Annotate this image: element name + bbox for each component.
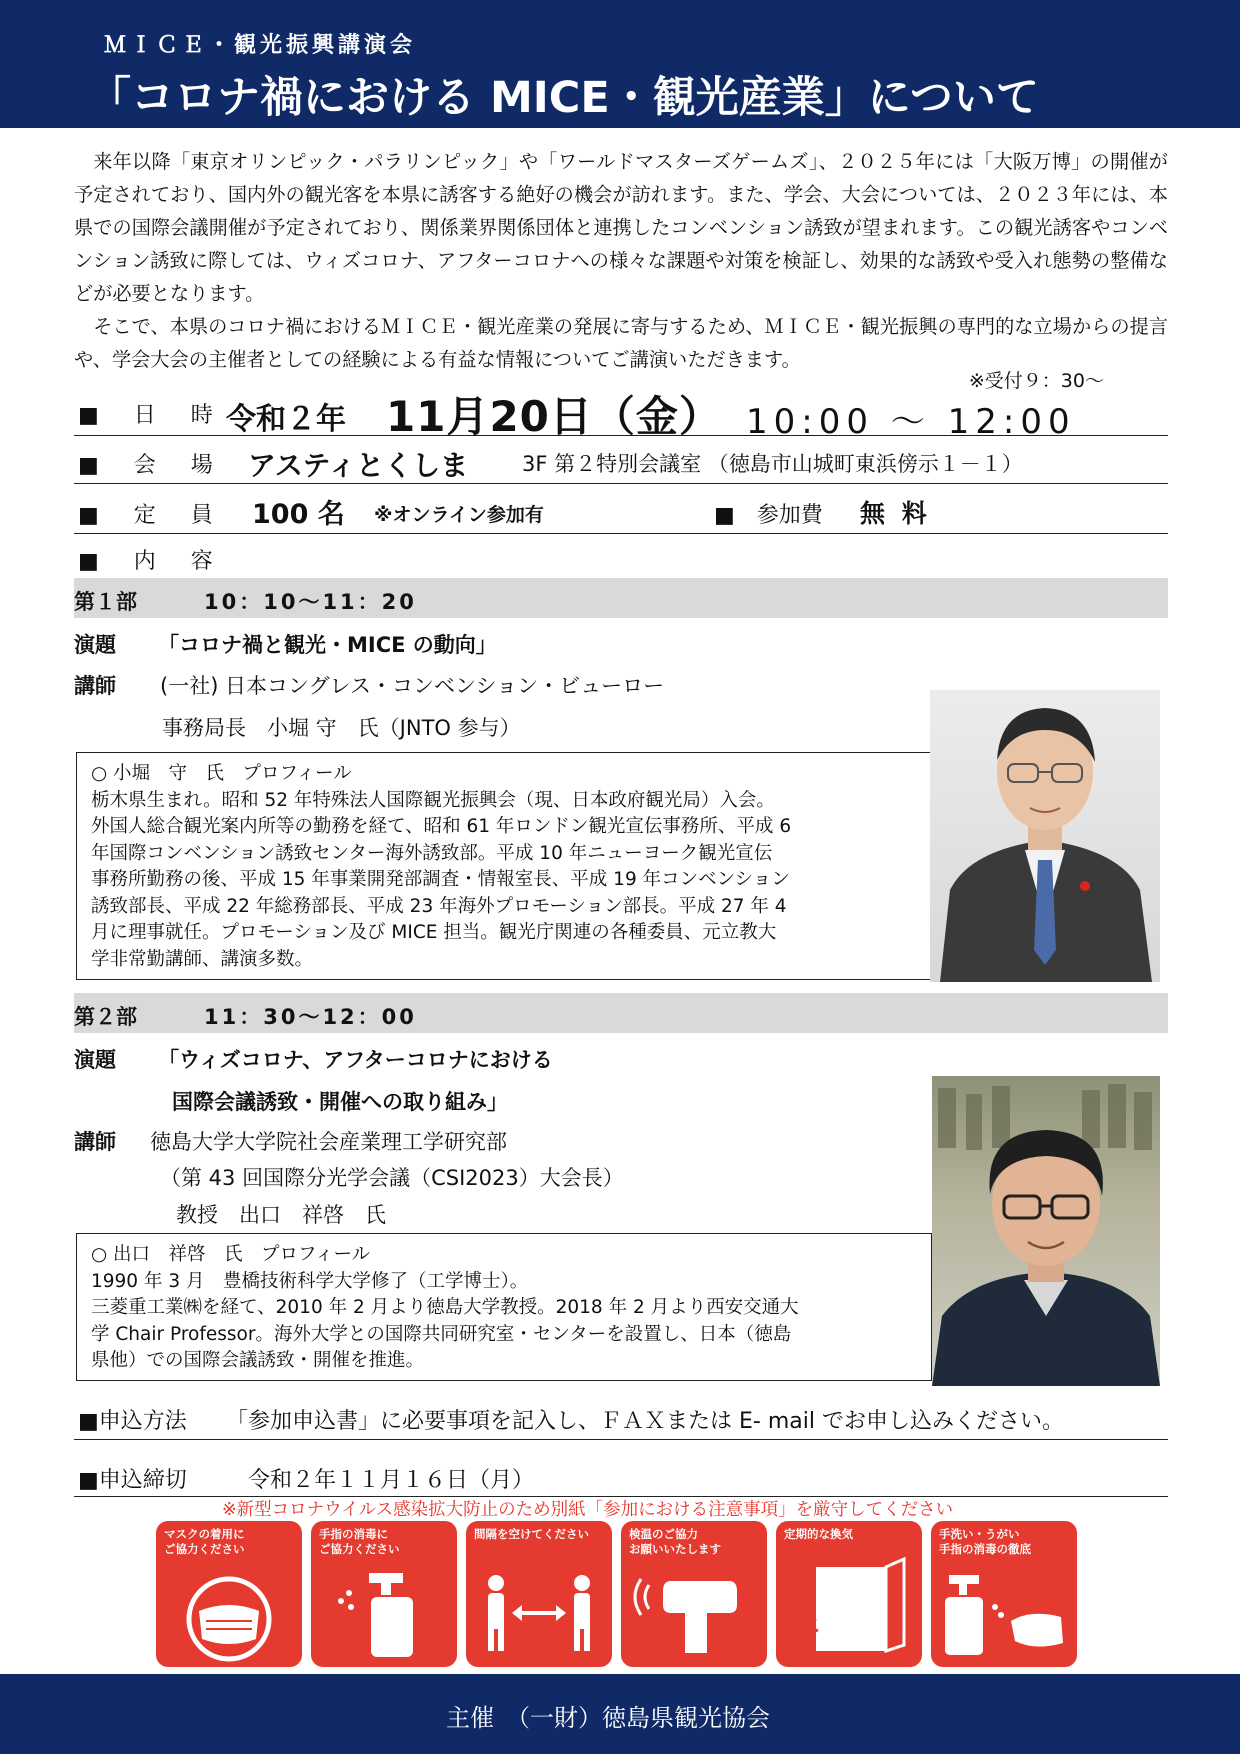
thermometer-caption: 検温のご協力 お願いいたします — [629, 1527, 721, 1556]
part1-profile-box — [76, 752, 932, 980]
organizer-text: 主催 （一財）徳島県観光協会 — [446, 1704, 770, 1732]
capacity-value: 100 名 — [252, 499, 345, 530]
intro-text — [74, 145, 1168, 376]
handwash-tile — [931, 1521, 1077, 1667]
apply-row — [74, 1396, 1168, 1440]
part2-name: 第２部 — [74, 1005, 137, 1029]
part1-profile-line: 栃木県生まれ。昭和 52 年特殊法人国際観光振興会（現、日本政府観光局）入会。 — [91, 789, 775, 811]
datetime-era: 令和２年 — [226, 402, 346, 437]
part1-profile-title: ○ 小堀 守 氏 プロフィール — [91, 763, 352, 784]
mask-caption: マスクの着用に ご協力ください — [164, 1527, 245, 1556]
part2-profile-line: 学 Chair Professor。海外大学との国際共同研究室・センターを設置し、日本（徳島 — [91, 1323, 792, 1345]
covid-note: ※新型コロナウイルス感染拡大防止のため別紙「参加における注意事項」を厳守してください — [222, 1500, 954, 1520]
speaker1-photo — [930, 690, 1160, 982]
part2-profile-title: ○ 出口 祥啓 氏 プロフィール — [91, 1244, 371, 1265]
capacity-row — [74, 486, 1168, 534]
part1-profile-line: 月に理事就任。プロモーション及び MICE 担当。観光庁関連の各種委員、元立教大 — [91, 922, 777, 943]
sanitizer-caption: 手指の消毒に ご協力ください — [319, 1527, 400, 1556]
thermometer-icon — [621, 1521, 767, 1667]
speaker2-photo — [932, 1076, 1160, 1386]
handwash-icon — [931, 1521, 1077, 1667]
part2-profile-line: 県他）での国際会議誘致・開催を推進。 — [91, 1350, 425, 1371]
event-title: 「コロナ禍における MICE・観光産業」について — [88, 73, 1039, 123]
capacity-label: ■ 定 員 — [78, 503, 227, 528]
part1-profile-line: 年国際コンベンション誘致センター海外誘致部。平成 10 年ニューヨーク観光宣伝 — [91, 842, 773, 864]
mask-tile — [156, 1521, 302, 1667]
distance-tile — [466, 1521, 612, 1667]
distance-caption: 間隔を空けてください — [474, 1527, 589, 1541]
venue-name: アスティとくしま — [248, 449, 469, 482]
distance-icon — [466, 1521, 612, 1667]
part2-profile-line: 1990 年 3 月 豊橋技術科学大学修了（工学博士）。 — [91, 1270, 529, 1292]
part2-role: （第 43 回国際分光学会議（CSI2023）大会長） — [160, 1166, 624, 1190]
part2-theme-line-1: 「ウィズコロナ、アフターコロナにおける — [158, 1048, 553, 1072]
deadline-text: 令和２年１１月１６日（月） — [248, 1468, 535, 1493]
datetime-time: 10:00 ～ 12:00 — [746, 402, 1076, 442]
handwash-caption: 手洗い・うがい 手指の消毒の徹底 — [939, 1527, 1031, 1556]
window-caption: 定期的な換気 — [784, 1527, 853, 1541]
contents-label: ■ 内 容 — [78, 549, 227, 574]
part2-theme-label: 演題 — [74, 1048, 116, 1072]
thermometer-tile — [621, 1521, 767, 1667]
part2-theme-line-2: 国際会議誘致・開催への取り組み」 — [172, 1090, 508, 1114]
part1-lecturer-label: 講師 — [74, 674, 116, 698]
sanitizer-icon — [311, 1521, 457, 1667]
part2-time: 11：30～12：00 — [204, 1005, 417, 1029]
part1-profile-line: 事務所勤務の後、平成 15 年事業開発部調査・情報室長、平成 19 年コンベンション — [91, 869, 790, 890]
part1-theme-label: 演題 — [74, 633, 116, 657]
deadline-row — [74, 1455, 1168, 1497]
fee-label: ■ 参加費 — [714, 503, 823, 528]
mask-icon — [156, 1521, 302, 1667]
part1-profile-line: 学非常勤講師、講演多数。 — [91, 948, 314, 970]
part1-profile-line: 外国人総合観光案内所等の勤務を経て、昭和 61 年ロンドン観光宣伝事務所、平成 6 — [91, 816, 792, 837]
part1-org: (一社) 日本コングレス・コンベンション・ビューロー — [160, 674, 665, 698]
datetime-row — [74, 384, 1168, 442]
part1-theme: 「コロナ禍と観光・MICE の動向」 — [158, 633, 497, 657]
part2-profile-box — [76, 1233, 932, 1381]
part1-person: 事務局長 小堀 守 氏（JNTO 参与） — [162, 716, 521, 740]
part2-person: 教授 出口 祥啓 氏 — [176, 1203, 386, 1227]
footer-banner — [0, 1674, 1240, 1754]
part2-lecturer-label: 講師 — [74, 1130, 116, 1154]
header-banner — [0, 0, 1240, 128]
part2-org: 徳島大学大学院社会産業理工学研究部 — [150, 1130, 507, 1154]
window-tile — [776, 1521, 922, 1667]
part1-profile-line: 誘致部長、平成 22 年総務部長、平成 23 年海外プロモーション部長。平成 27 年 4 — [91, 895, 787, 917]
online-note: ※オンライン参加有 — [374, 504, 544, 526]
deadline-label: ■申込締切 — [78, 1468, 187, 1493]
datetime-label: ■ 日 時 — [78, 403, 227, 428]
venue-label: ■ 会 場 — [78, 453, 227, 478]
reception-note: ※受付９：30～ — [968, 370, 1104, 392]
part2-profile-line: 三菱重工業㈱を経て、2010 年 2 月より徳島大学教授。2018 年 2 月より西安交通大 — [91, 1297, 799, 1318]
sanitizer-tile — [311, 1521, 457, 1667]
part1-bar — [74, 578, 1168, 618]
intro-paragraph-2: そこで、本県のコロナ禍におけるＭＩＣＥ・観光産業の発展に寄与するため、ＭＩＣＥ・観光振興の専門的な立場からの提言や、学会大会の主催者としての経験による有益な情報についてご講演いただきます。 — [74, 315, 1168, 371]
apply-text: 「参加申込書」に必要事項を記入し、ＦＡＸまたは E- mail でお申し込みください。 — [226, 1409, 1064, 1434]
event-subtitle: ＭＩＣＥ・観光振興講演会 — [104, 33, 417, 58]
fee-value: 無 料 — [860, 499, 931, 528]
part1-name: 第１部 — [74, 590, 137, 614]
apply-label: ■申込方法 — [78, 1409, 187, 1434]
window-icon — [776, 1521, 922, 1667]
datetime-date: 11月20日（金） — [386, 392, 722, 441]
intro-paragraph-1: 来年以降「東京オリンピック・パラリンピック」や「ワールドマスターズゲームズ」、２０２５年には「大阪万博」の開催が予定されており、国内外の観光客を本県に誘客する絶好の機会が訪れます。また、学会、大会については、２０２３年には、本県での国際会議開催が予定されており、関係業界関係団体と連携したコンベンション誘致が望まれます。この観光誘客やコンベンション誘致に際しては、ウィズコロナ、アフターコロナへの様々な課題や対策を検証し、効果的な誘致や受入れ態勢の整備などが必要となります。 — [74, 150, 1168, 305]
part1-time: 10：10～11：20 — [204, 590, 417, 614]
venue-room: 3F 第２特別会議室 （徳島市山城町東浜傍示１－１） — [522, 452, 1023, 476]
part2-bar — [74, 993, 1168, 1033]
venue-row — [74, 438, 1168, 484]
